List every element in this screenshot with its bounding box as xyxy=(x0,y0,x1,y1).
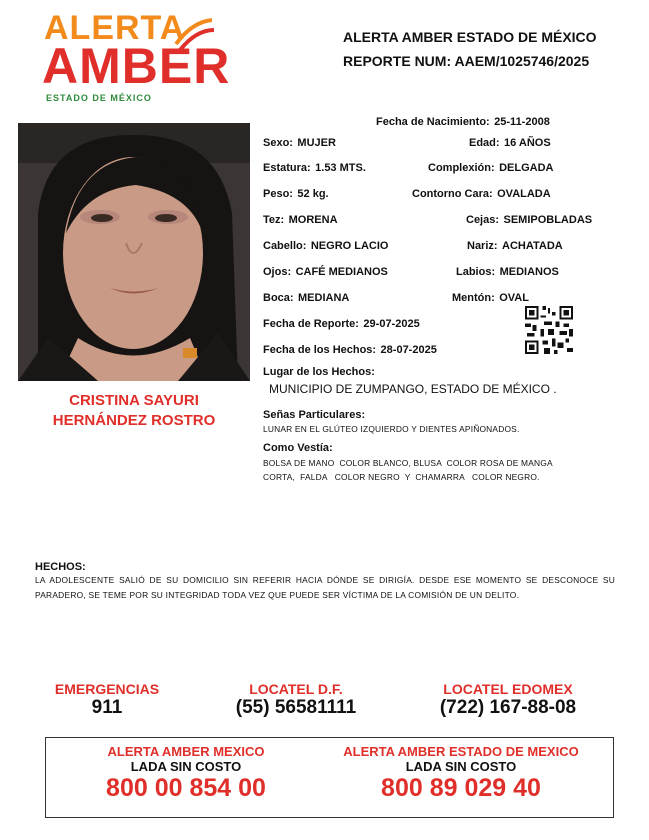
build-field xyxy=(428,158,553,176)
qr-code-icon[interactable] xyxy=(525,306,573,354)
height-label: Estatura: xyxy=(263,162,311,174)
chin-value: OVAL xyxy=(499,292,529,304)
hotline-box xyxy=(45,737,614,818)
hotline-sub: LADA SIN COSTO xyxy=(130,759,242,774)
marks-label: Señas Particulares: xyxy=(263,409,366,421)
contact-label: LOCATEL D.F. xyxy=(249,681,343,697)
mouth-value: MEDIANA xyxy=(298,292,350,304)
contact-number[interactable]: (722) 167-88-08 xyxy=(439,697,577,718)
facts-text: LA ADOLESCENTE SALIÓ DE SU DOMICILIO SIN REFERIR HACIA DÓNDE SE DIRIGÍA. DESDE ESE MOMENTO SE DESCONOCE SU PARADERO, SE TEME POR SU INTEGRIDAD TODA VEZ QUE PUEDE SER VÍCTIMA DE LA COMISIÓN DE UN DELITO. xyxy=(35,575,615,600)
age-field xyxy=(469,133,551,151)
weight-value: 52 kg. xyxy=(297,188,329,200)
hotline-number[interactable]: 800 00 854 00 xyxy=(106,774,266,802)
chin-label: Mentón: xyxy=(452,292,495,304)
hotline-amber-mexico xyxy=(66,744,306,803)
brows-value: SEMIPOBLADAS xyxy=(503,214,593,226)
hotline-sub: LADA SIN COSTO xyxy=(405,759,517,774)
face-value: OVALADA xyxy=(497,188,551,200)
contact-number[interactable]: 911 xyxy=(91,697,123,718)
hair-value: NEGRO LACIO xyxy=(310,240,389,252)
lips-label: Labios: xyxy=(456,266,496,278)
event-date-field xyxy=(263,340,437,358)
brows-label: Cejas: xyxy=(466,214,500,226)
build-label: Complexión: xyxy=(428,162,495,174)
birth-date-label: Fecha de Nacimiento: xyxy=(376,116,490,128)
birth-date-value: 25-11-2008 xyxy=(494,116,550,128)
weight-field xyxy=(263,184,329,202)
logo-swoosh-icon xyxy=(172,14,216,54)
eyes-label: Ojos: xyxy=(263,266,292,278)
hotline-amber-edomex xyxy=(316,744,606,803)
clothing-line1: BOLSA DE MANO COLOR BLANCO, BLUSA COLOR ROSA DE MANGA xyxy=(263,458,553,468)
skin-field xyxy=(263,210,338,228)
eyes-value: CAFÉ MEDIANOS xyxy=(295,266,388,278)
place-value: MUNICIPIO DE ZUMPANGO, ESTADO DE MÉXICO . xyxy=(269,382,557,396)
hair-label: Cabello: xyxy=(263,240,307,252)
hotline-label: ALERTA AMBER ESTADO DE MEXICO xyxy=(343,744,579,759)
logo-amber: AMBER xyxy=(42,38,231,94)
age-value: 16 AÑOS xyxy=(504,137,551,149)
hair-field xyxy=(263,236,388,254)
hotline-label: ALERTA AMBER MEXICO xyxy=(107,744,265,759)
missing-person-photo xyxy=(18,123,250,381)
person-name-line2: HERNÁNDEZ ROSTRO xyxy=(52,412,216,429)
height-field xyxy=(263,158,366,176)
report-date-value: 29-07-2025 xyxy=(363,318,420,330)
logo-alerta: ALERTA xyxy=(44,9,186,47)
contact-number[interactable]: (55) 56581111 xyxy=(235,697,357,718)
birth-date xyxy=(376,112,550,130)
marks-value: LUNAR EN EL GLÚTEO IZQUIERDO Y DIENTES APIÑONADOS. xyxy=(263,424,520,434)
height-value: 1.53 MTS. xyxy=(315,162,366,174)
chin-field xyxy=(452,288,529,306)
report-date-label: Fecha de Reporte: xyxy=(263,318,359,330)
contact-locatel-edomex xyxy=(428,681,588,719)
nose-value: ACHATADA xyxy=(502,240,563,252)
face-field xyxy=(412,184,551,202)
header-title: ALERTA AMBER ESTADO DE MÉXICO xyxy=(343,29,597,45)
face-label: Contorno Cara: xyxy=(412,188,493,200)
build-value: DELGADA xyxy=(499,162,554,174)
brows-field xyxy=(466,210,592,228)
clothing-line2: CORTA, FALDA COLOR NEGRO Y CHAMARRA COLOR NEGRO. xyxy=(263,472,540,482)
event-date-value: 28-07-2025 xyxy=(380,344,437,356)
place-label: Lugar de los Hechos: xyxy=(263,366,375,378)
report-date-field xyxy=(263,314,420,332)
facts-label: HECHOS: xyxy=(35,561,86,573)
nose-label: Nariz: xyxy=(467,240,498,252)
lips-value: MEDIANOS xyxy=(499,266,559,278)
lips-field xyxy=(456,262,559,280)
sex-label: Sexo: xyxy=(263,137,293,149)
nose-field xyxy=(467,236,563,254)
skin-value: MORENA xyxy=(288,214,338,226)
sex-value: MUJER xyxy=(297,137,336,149)
contact-locatel-df xyxy=(222,681,370,719)
logo-subtitle: ESTADO DE MÉXICO xyxy=(46,93,152,103)
mouth-label: Boca: xyxy=(263,292,294,304)
contact-label: EMERGENCIAS xyxy=(54,681,160,697)
person-name-line1: CRISTINA SAYURI xyxy=(69,392,199,409)
mouth-field xyxy=(263,288,349,306)
eyes-field xyxy=(263,262,388,280)
person-name xyxy=(18,391,250,431)
hotline-number[interactable]: 800 89 029 40 xyxy=(381,774,541,802)
weight-label: Peso: xyxy=(263,188,293,200)
event-date-label: Fecha de los Hechos: xyxy=(263,344,377,356)
sex-field xyxy=(263,133,336,151)
clothing-label: Como Vestía: xyxy=(263,442,333,454)
report-number: REPORTE NUM: AAEM/1025746/2025 xyxy=(343,53,590,69)
skin-label: Tez: xyxy=(263,214,285,226)
age-label: Edad: xyxy=(469,137,500,149)
contact-label: LOCATEL EDOMEX xyxy=(443,681,573,697)
contact-emergencias xyxy=(49,681,165,719)
